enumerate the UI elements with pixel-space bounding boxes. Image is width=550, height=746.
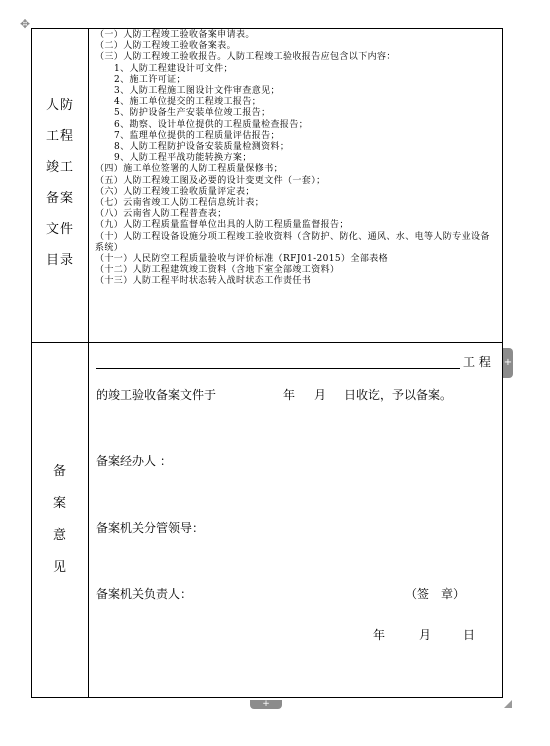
received-day-text: 日收讫，予以备案。 bbox=[344, 388, 453, 402]
project-suffix: 工 程 bbox=[463, 355, 491, 369]
opinion-label: 备 案 意 见 bbox=[52, 464, 67, 575]
list-item: （四）施工单位签署的人防工程质量保修书； bbox=[95, 164, 284, 175]
list-item: （十）人防工程设备设施分项工程竣工验收资料（含防护、防化、通风、水、电等人防专业设备系统） bbox=[95, 231, 490, 253]
list-item: （六）人防工程竣工验收质量评定表； bbox=[95, 186, 255, 197]
handler-label: 备案经办人 ： bbox=[96, 454, 172, 468]
file-list-cell[interactable] bbox=[89, 29, 503, 343]
list-item: （十一）人民防空工程质量验收与评价标准（RFJ01-2015）全部表格 bbox=[95, 254, 389, 265]
file-directory-label-cell bbox=[32, 29, 89, 343]
received-year: 年 bbox=[283, 388, 296, 402]
received-prefix: 的竣工验收备案文件于 bbox=[96, 388, 217, 402]
list-item: （七）云南省竣工人防工程信息统计表； bbox=[95, 198, 265, 209]
list-item: 3、人防工程施工图设计文件审查意见； bbox=[114, 86, 280, 97]
list-item: （一）人防工程竣工验收备案申请表。 bbox=[95, 30, 255, 40]
seal-label: （签 章） bbox=[405, 587, 466, 601]
list-item: （五）人防工程竣工图及必要的设计变更文件（一套）； bbox=[95, 175, 326, 186]
list-item: 4、施工单位提交的工程竣工报告； bbox=[114, 97, 262, 108]
list-item: 1、人防工程建设计可文件； bbox=[114, 63, 233, 74]
list-item: （八）云南省人防工程普查表； bbox=[95, 209, 227, 220]
leader-label: 备案机关分管领导： bbox=[96, 521, 205, 535]
opinion-row bbox=[32, 343, 503, 698]
add-column-plus-icon[interactable]: + bbox=[503, 348, 513, 378]
file-list bbox=[95, 30, 498, 288]
add-row-plus-icon[interactable]: + bbox=[250, 700, 282, 709]
list-item: 9、人防工程平战功能转换方案； bbox=[114, 153, 252, 164]
list-item: （二）人防工程竣工验收备案表。 bbox=[95, 41, 237, 52]
opinion-cell[interactable] bbox=[89, 343, 503, 698]
list-item: （九）人防工程质量监督单位出具的人防工程质量监督报告； bbox=[95, 220, 349, 231]
project-name-blank[interactable] bbox=[96, 368, 460, 369]
chief-label: 备案机关负责人： bbox=[96, 587, 193, 601]
list-item: 2、施工许可证； bbox=[114, 74, 186, 85]
filing-form-table bbox=[31, 28, 503, 698]
list-item: （三）人防工程竣工验收报告。人防工程竣工验收报告应包含以下内容： bbox=[95, 52, 396, 63]
received-month: 月 bbox=[314, 388, 327, 402]
file-directory-row bbox=[32, 29, 503, 343]
file-directory-label: 人防 工程 竣工 备案 文件 目录 bbox=[45, 98, 74, 268]
opinion-label-cell bbox=[32, 343, 89, 698]
table-move-icon[interactable]: ✥ bbox=[19, 17, 31, 31]
sign-year: 年 bbox=[373, 628, 386, 642]
table-resize-icon[interactable] bbox=[504, 700, 512, 708]
sign-day: 日 bbox=[463, 628, 476, 642]
list-item: 7、监理单位提供的工程质量评估报告； bbox=[114, 130, 280, 141]
list-item: 8、人防工程防护设备安装质量检测资料； bbox=[114, 142, 290, 153]
list-item: （十二）人防工程建筑竣工资料（含地下室全部竣工资料） bbox=[95, 265, 340, 276]
list-item: 6、勘察、设计单位提供的工程质量检查报告； bbox=[114, 119, 309, 130]
sign-month: 月 bbox=[419, 628, 432, 642]
list-item: （十三）人防工程平时状态转入战时状态工作责任书 bbox=[95, 276, 312, 287]
list-item: 5、防护设备生产安装单位竣工报告； bbox=[114, 108, 271, 119]
